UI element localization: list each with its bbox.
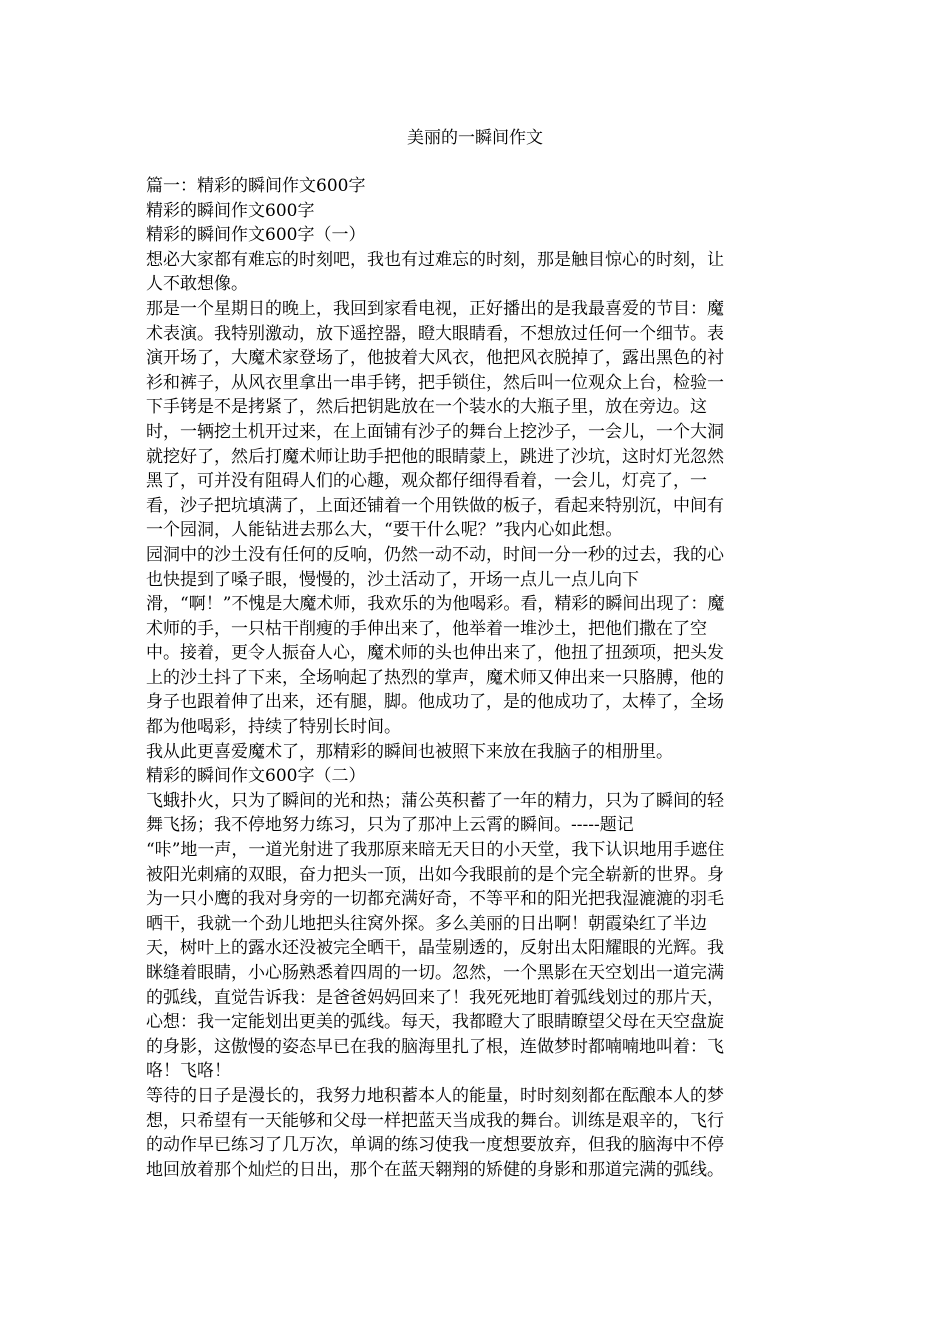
text-line: 滑，“啊！”不愧是大魔术师，我欢乐的为他喝彩。看，精彩的瞬间出现了：魔 [146,594,725,615]
text-line: 我从此更喜爱魔术了，那精彩的瞬间也被照下来放在我脑子的相册里。 [146,741,673,762]
text-line: 中。接着，更令人振奋人心，魔术师的头也伸出来了，他扭了扭颈项，把头发 [146,643,724,664]
text-line: 那是一个星期日的晚上，我回到家看电视，正好播出的是我最喜爱的节目：魔 [146,298,724,319]
text-line: 眯缝着眼睛，小心肠熟悉着四周的一切。忽然，一个黑影在天空划出一道完满 [146,963,724,983]
text-line: 都为他喝彩，持续了特别长时间。 [146,717,401,738]
text-line: 人不敢想像。 [146,274,248,295]
text-line: 也快提到了嗓子眼，慢慢的，沙土活动了，开场一点儿一点儿向下 [146,569,639,590]
text-line: 衫和裤子，从风衣里拿出一串手铐，把手锁住，然后叫一位观众上台，检验一 [146,372,724,393]
text-line: 想必大家都有难忘的时刻吧，我也有过难忘的时刻，那是触目惊心的时刻，让 [146,249,724,270]
text-line: 晒干，我就一个劲儿地把头往窝外探。多么美丽的日出啊！朝霞染红了半边 [146,913,707,934]
text-line: 飞蛾扑火，只为了瞬间的光和热；蒲公英积蓄了一年的精力，只为了瞬间的轻 [146,790,724,811]
text-line: 地回放着那个灿烂的日出，那个在蓝天翱翔的矫健的身影和那道完满的弧线。 [146,1159,724,1180]
text-line: 咯！飞咯！ [146,1061,231,1082]
text-line: 看，沙子把坑填满了，上面还铺着一个用铁做的板子，看起来特别沉，中间有 [146,495,724,516]
text-line: 身子也跟着伸了出来，还有腿，脚。他成功了，是的他成功了，太棒了，全场 [146,692,724,713]
text-line: 想，只希望有一天能够和父母一样把蓝天当成我的舞台。训练是艰辛的，飞行 [146,1110,724,1131]
text-line: 天，树叶上的露水还没被完全晒干，晶莹剔透的，反射出太阳耀眼的光辉。我 [146,938,724,959]
text-line: 的弧线，直觉告诉我：是爸爸妈妈回来了！我死死地盯着弧线划过的那片天， [146,987,724,1008]
text-line: 心想：我一定能划出更美的弧线。每天，我都瞪大了眼睛瞭望父母在天空盘旋 [146,1012,724,1033]
text-line: 上的沙土抖了下来，全场响起了热烈的掌声，魔术师又伸出来一只胳膊，他的 [146,667,724,688]
text-line: 精彩的瞬间作文600字（一） [146,225,366,246]
document-body [146,174,806,1182]
text-line: 术师的手，一只枯干削瘦的手伸出来了，他举着一堆沙土，把他们撒在了空 [146,618,707,639]
text-line: 的动作早已练习了几万次，单调的练习使我一度想要放弃，但我的脑海中不停 [146,1135,724,1156]
text-line: 术表演。我特别激动，放下遥控器，瞪大眼睛看，不想放过任何一个细节。表 [146,323,724,344]
text-line: 就挖好了，然后打魔术师让助手把他的眼睛蒙上，跳进了沙坑，这时灯光忽然 [146,446,724,467]
text-line: 园洞中的沙土没有任何的反响，仍然一动不动，时间一分一秒的过去，我的心 [146,544,724,565]
text-line: 时，一辆挖土机开过来，在上面铺有沙子的舞台上挖沙子，一会儿，一个大洞 [146,421,724,442]
document-title: 美丽的一瞬间作文 [407,128,543,148]
text-line: “咔”地一声，一道光射进了我那原来暗无天日的小天堂，我下认识地用手遮住 [146,840,725,861]
text-line: 一个园洞，人能钻进去那么大，“要干什么呢？”我内心如此想。 [146,520,623,541]
text-line: 下手铐是不是拷紧了，然后把钥匙放在一个装水的大瓶子里，放在旁边。这 [146,397,707,418]
text-line: 精彩的瞬间作文600字 [146,200,315,221]
text-line: 被阳光刺痛的双眼，奋力把头一顶，出如今我眼前的是个完全崭新的世界。身 [146,864,724,885]
text-line: 演开场了，大魔术家登场了，他披着大风衣，他把风衣脱掉了，露出黑色的衬 [146,348,724,369]
text-line: 等待的日子是漫长的，我努力地积蓄本人的能量，时时刻刻都在酝酿本人的梦 [146,1085,724,1106]
text-line: 黑了，可并没有阻碍人们的心趣，观众都仔细得看着，一会儿，灯亮了，一 [146,471,707,492]
text-line: 舞飞扬；我不停地努力练习，只为了那冲上云霄的瞬间。-----题记 [146,815,634,836]
text-line: 为一只小鹰的我对身旁的一切都充满好奇，不等平和的阳光把我湿漉漉的羽毛 [146,889,724,910]
text-line: 精彩的瞬间作文600字（二） [146,766,366,787]
text-line: 的身影，这傲慢的姿态早已在我的脑海里扎了根，连做梦时都喃喃地叫着：飞 [146,1036,724,1057]
text-line: 篇一：精彩的瞬间作文600字 [146,176,366,196]
